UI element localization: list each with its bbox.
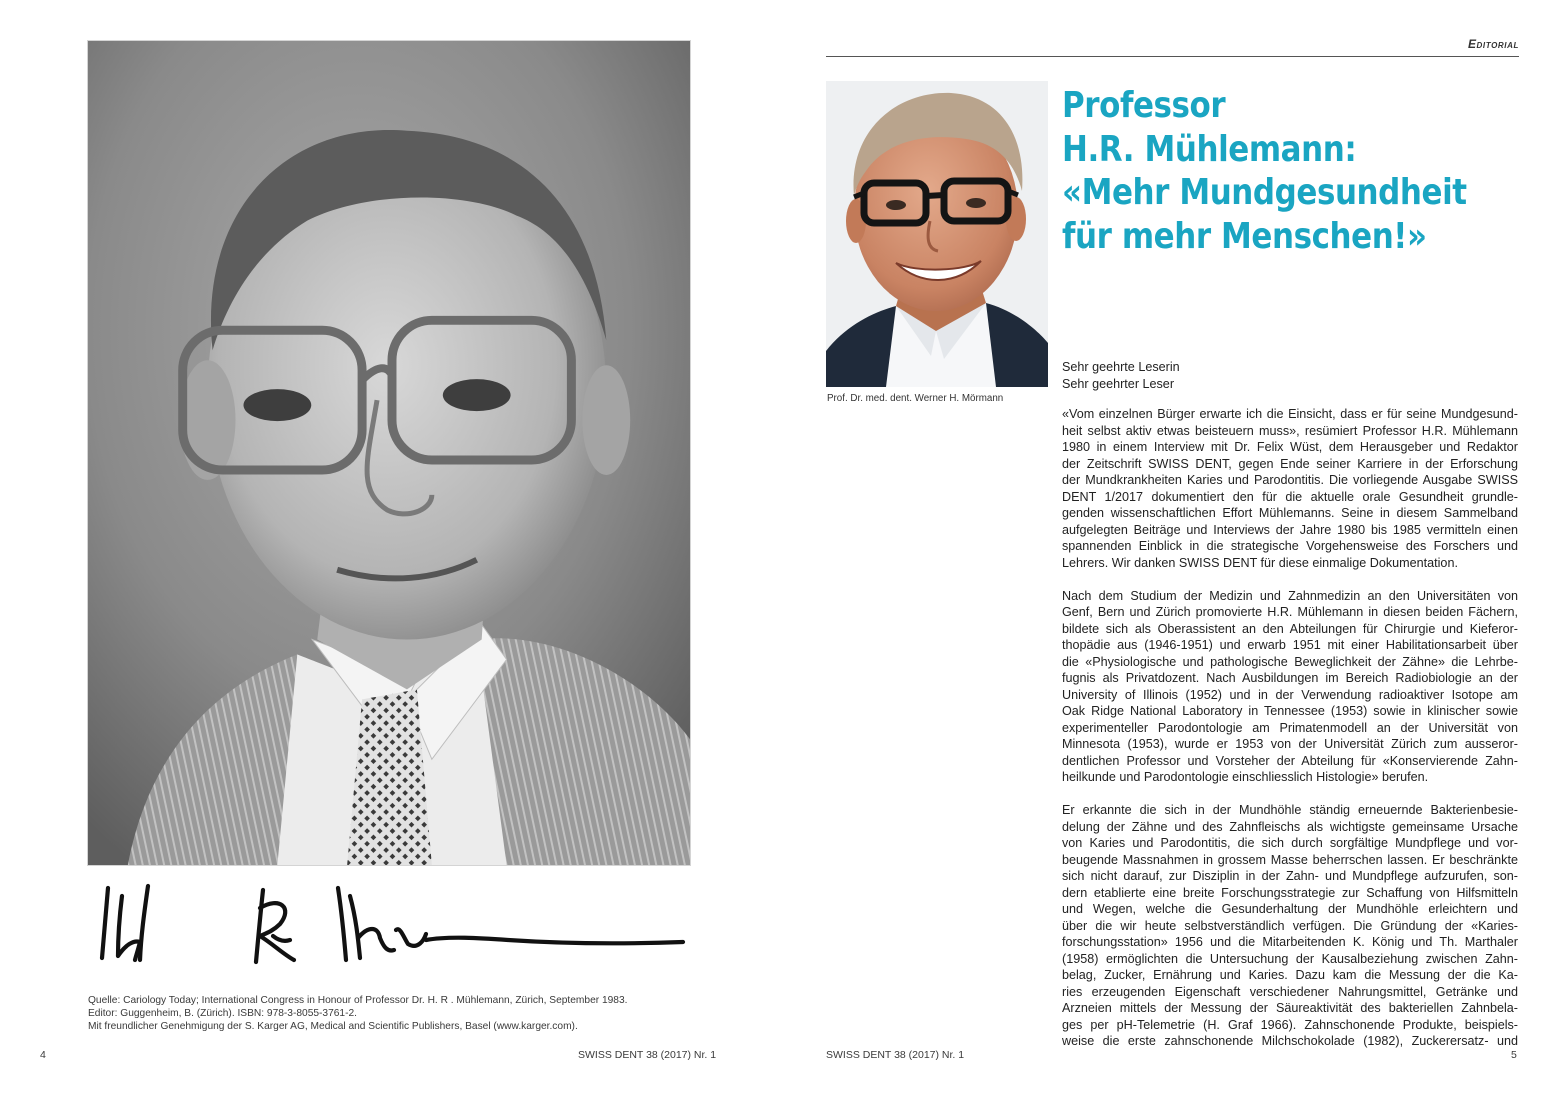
- text-line: spannenden Einblick in die strategische Vorgehensweise des Forschers und: [1062, 539, 1518, 553]
- text-line: Er erkannte die sich in der Mundhöhle ständig erneuernde Bakterienbesie-: [1062, 803, 1518, 817]
- text-line: von Karies und Parodontitis, die sich durch sorgfältige Mundpflege und vor-: [1062, 836, 1518, 850]
- text-line: bildete sich als Oberassistent an den Abteilungen für Chirurgie und Kieferor-: [1062, 621, 1518, 636]
- text-line: heilkunde und Parodontologie einschliesslich Histologie» berufen.: [1062, 770, 1429, 784]
- text-line: der Zeitschrift SWISS DENT, gegen Ende seiner Karriere in der Erforschung: [1062, 456, 1518, 471]
- headline-line: «Mehr Mundgesundheit: [1062, 172, 1467, 213]
- text-line: University of Illinois (1952) und in der Verwendung radioaktiver Isotope am: [1062, 687, 1518, 702]
- caption-line: Editor: Guggenheim, B. (Zürich). ISBN: 978-3-8055-3761-2.: [88, 1008, 357, 1020]
- text-line: die «Physiologische und pathologische Beweglichkeit der Zähne» die Lehrbe-: [1062, 654, 1518, 669]
- text-line: weise die erste zahnschonende Milchschokolade (1982), Zuckerersatz- und: [1062, 1034, 1518, 1048]
- salutation-line: Sehr geehrte Leserin: [1062, 360, 1180, 374]
- text-line: delung der Zähne und des Zahnfleischs als wichtigste gemeinsame Ursache: [1062, 819, 1518, 834]
- text-line: fugnis als Privatdozent. Nach Ausbildungen im Bereich Radiobiologie an der: [1062, 671, 1518, 685]
- text-line: sich nicht darauf, zur Disziplin in der Zahn- und Mundpflege aufzurufen, son-: [1062, 869, 1518, 883]
- text-line: ges per pH-Telemetrie (H. Graf 1966). Zahnschonende Produkte, beispiels-: [1062, 1017, 1518, 1032]
- text-line: experimenteller Parodontologie am Primatenmodell an der Universität von: [1062, 720, 1518, 735]
- journal-footer-left: SWISS DENT 38 (2017) Nr. 1: [578, 1049, 717, 1061]
- salutation-line: Sehr geehrter Leser: [1062, 376, 1175, 391]
- page-number-right: 5: [1511, 1049, 1517, 1061]
- caption-line: Mit freundlicher Genehmigung der S. Karger AG, Medical and Scientific Publishers, Basel (www.karger.com).: [88, 1021, 578, 1033]
- header-rule: [826, 56, 1519, 57]
- text-line: genden wissenschaftlichen Effort Mühlemanns. Seine in diesem Sammelband: [1062, 506, 1518, 520]
- journal-footer-right: SWISS DENT 38 (2017) Nr. 1: [826, 1049, 965, 1061]
- article-headline: [1062, 84, 1466, 258]
- text-line: 1980 in einem Interview mit Dr. Felix Wüst, dem Herausgeber und Redaktor: [1062, 440, 1518, 454]
- portrait-photo-muehlemann: [87, 40, 691, 866]
- text-line: dern etablierte eine breite Forschungsstrategie zur Schaffung von Hilfsmitteln: [1062, 885, 1518, 900]
- headline-line: H.R. Mühlemann:: [1062, 128, 1357, 170]
- headline-line: für mehr Menschen!»: [1062, 215, 1427, 257]
- editorial-body: [1062, 406, 1518, 1066]
- text-line: forschungsstation» 1956 und die Mitarbeitenden K. König und Th. Marthaler: [1062, 935, 1518, 949]
- text-line: thopädie aus (1946-1951) und erwarb 1951 mit einer Habilitationsarbeit über: [1062, 638, 1518, 652]
- headline-line: Professor: [1062, 85, 1226, 126]
- portrait-caption: Prof. Dr. med. dent. Werner H. Mörmann: [827, 393, 1004, 404]
- paragraph-3: [1062, 802, 1518, 1050]
- text-line: Oak Ridge National Laboratory in Tennessee (1953) sowie in klinischer sowie: [1062, 704, 1518, 718]
- page-number-left: 4: [40, 1049, 46, 1061]
- text-line: Nach dem Studium der Medizin und Zahnmedizin an den Universitäten von: [1062, 588, 1518, 603]
- paragraph-1: [1062, 406, 1518, 571]
- text-line: (1958) ermöglichten die Untersuchung der Kausalbeziehung zwischen Zahn-: [1062, 951, 1518, 966]
- paragraph-2: [1062, 588, 1518, 786]
- salutation: [1062, 359, 1180, 392]
- text-line: Genf, Bern und Zürich promovierte H.R. Mühlemann in diesen beiden Fächern,: [1062, 605, 1518, 619]
- text-line: aufgelegten Beiträge und Interviews der Jahre 1980 bis 1985 vermitteln einen: [1062, 522, 1518, 537]
- photo-source-caption: [88, 994, 708, 1034]
- text-line: Minnesota (1953), wurde er 1953 von der Universität Zürich zum ausseror-: [1062, 737, 1518, 751]
- portrait-photo-moermann: [826, 81, 1048, 387]
- text-line: und Wegen, welche die Gesunderhaltung der Mundhöhle erleichtern und: [1062, 902, 1518, 916]
- text-line: ries erzeugenden Eigenschaft verschiedener Nahrungsmittel, Getränke und: [1062, 984, 1518, 999]
- handwritten-signature: [88, 878, 688, 974]
- text-line: Arzneien mittels der Messung der Säureaktivität des bakteriellen Zahnbela-: [1062, 1001, 1518, 1015]
- caption-line: Quelle: Cariology Today; International Congress in Honour of Professor Dr. H. R . Mühlemann, Zürich, September 1983.: [88, 995, 628, 1006]
- text-line: «Vom einzelnen Bürger erwarte ich die Einsicht, dass er für seine Mundgesund-: [1062, 407, 1518, 421]
- text-line: heit selbst aktiv etwas beisteuern muss», resümiert Professor H.R. Mühlemann: [1062, 423, 1518, 438]
- text-line: über die wir heute selbstverständlich verfügen. Die Gründung der «Karies-: [1062, 918, 1518, 933]
- text-line: DENT 1/2017 dokumentiert den für die aktuelle orale Gesundheit grundle-: [1062, 489, 1518, 504]
- text-line: belag, Zucker, Ernährung und Karies. Dazu kam die Messung der die Ka-: [1062, 968, 1518, 982]
- text-line: beugende Massnahmen in grossem Masse beherrschen lassen. Er beschränkte: [1062, 852, 1518, 867]
- section-label: Editorial: [1467, 37, 1519, 51]
- text-line: der Mundkrankheiten Karies und Parodontitis. Die vorliegende Ausgabe SWISS: [1062, 473, 1518, 487]
- text-line: dentlichen Professor und Vorsteher der Abteilung für «Konservierende Zahn-: [1062, 753, 1518, 768]
- text-line: Lehrers. Wir danken SWISS DENT für diese einmalige Dokumentation.: [1062, 555, 1458, 570]
